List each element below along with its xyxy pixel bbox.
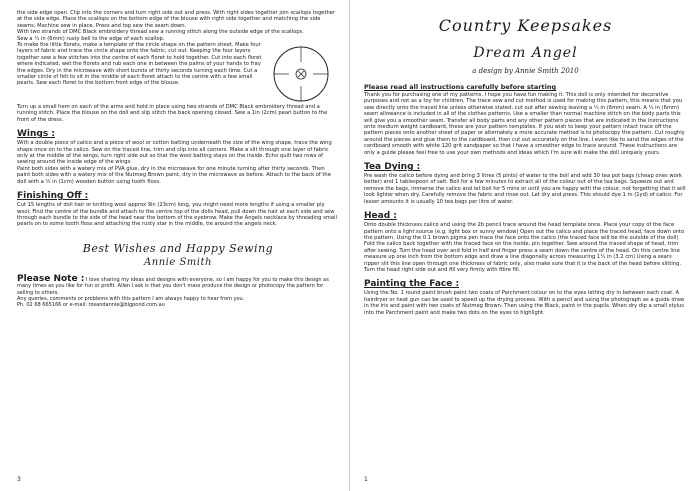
left-page — [0, 0, 349, 491]
byline: a design by Annie Smith 2010 — [472, 67, 579, 75]
note-contact: Ph. 02 68 665166 or e-mail: rosandannie@bigpond.com.au — [17, 302, 165, 309]
instructions-heading: Please read all instructions carefully before starting — [364, 83, 557, 91]
note-heading: Please Note : — [17, 273, 85, 284]
signoff-name: Annie Smith — [144, 256, 212, 268]
painting-face-paragraph: Using the No. 1 round paint brush paint two coats of Parchment colour on to the eyes letting dry in between each coat. A hairdryer or heat gun can be used to speed up the drying process. With a pencil and using the photograph as a guide draw in the iris and paint with two coats of Nutmeg Brown. Then using the Black, paint in the pupils. When dry dip a small stylus into the Parchment paint and make two dots on the eyes to highlight. — [364, 290, 685, 316]
wings-paragraph-2: Paint both sides with a watery mix of PVA glue, dry in the microwave for one minute turning after thirty seconds. Then paint both sides with a watery mix of the Nutmeg Brown paint, dry in the microwave as before. Attach to the back of the doll with a ¼ in (1cm) wooden button using tooth floss. — [17, 165, 331, 185]
instructions-paragraph: Thank you for purchasing one of my patterns, I hope you have fun making it. This doll is only intended for decorative purposes and not as a toy for children. The trace sew and cut method is used for making this pattern, this means that you sew directly onto the traced line unless otherwise stated, cut out after sewing leaving a ¼ in (6mm) seam. A ¼ in (6mm) seam allowance is included in all of the clothes patterns. Use a smaller than normal machine stitch on the body parts this will give you a smoother seam. Transfer all body parts and any other pattern pieces that are indicated in the instructions onto medium weight cardboard, these are your pattern templates. If you wish to keep your pattern intact trace off the pattern pieces onto another sheet of paper or alternately a more accurate method is to photocopy the pattern. Cut roughly around the pieces and glue them to the cardboard, then cut out accurately on the line, I even like to sand the edges of the cardboard smooth with white 120 grit sandpaper so that I have a smoother edge to trace around. These instructions are only a guide please feel free to use your own methods and ideas which I'm sure will make the doll uniquely yours. — [364, 92, 685, 156]
note-text: I love sharing my ideas and designs with everyone, so I am happy for you to make this design as many times as you like for fun or profit. Allen I ask is that you don't mass produce the design or photocopy the pattern for selling to others. — [17, 276, 329, 296]
brand-title: Country Keepsakes — [438, 16, 613, 35]
wings-paragraph: With a double piece of calico and a piece of wool or cotton batting underneath the size of the wing shape, trace the wing shape once on to the calico. Sew on the traced line, trim and clip into all corners. Make a slit through one layer of fabric only at the middle of the wings, turn right side out so that the wool batting stays on the inside. Echo quilt two rows of sewing around the inside edge of the wings. — [17, 140, 332, 166]
pattern-title: Dream Angel — [473, 45, 578, 61]
finishing-paragraph: Cut 15 lengths of doll hair or knitting wool approx 9in (23cm) long, you might need more lengths if using a smaller ply wool. Find the centre of the bundle and attach to the centre top of the dolls head, pull down the hair at each side and sew through each bundle to the side of the head near the bottom of the eyebrow. Make the Angels necklace by threading small pearls on to some tooth floss and attaching the rusty star in the middle, tie around the angels neck. — [17, 202, 337, 228]
finishing-heading: Finishing Off : — [17, 191, 89, 202]
head-paragraph: Onto double thickness calico and using the 2b pencil trace around the head template once. Place your copy of the face pattern onto a light source (e.g. light box or sunny window) Open out the calico and place the traced head, face down onto the pattern. Using the 0.1 brown pigma pen trace the face onto the calico (the traced face will be the outside of the doll) Fold the calico back together with the traced face on the inside, pin together. Sew around the traced shape of head, trim after sewing. Turn the head over and fold in half and finger press a seam down the centre of the head. On this centre line measure up one inch from the bottom edge and draw a line diagonally across measuring 1¼ in (3.2 cm) Using a sears ripper slit this line open through one thickness of fabric only, also make sure that it is the back of the head before slitting. Turn the head right side out and fill very firmly with fibre fill. — [364, 222, 685, 273]
tea-dying-heading: Tea Dying : — [364, 162, 421, 173]
right-page — [350, 0, 699, 491]
floret-section — [17, 42, 339, 104]
page-number-right: 1 — [364, 476, 368, 483]
intro-paragraph-b: With two strands of DMC Black embroidery thread sew a running stitch along the outside edge of the scallops. — [17, 29, 304, 36]
tea-dying-paragraph: Pre wash the calico before dying and bring 3 litres (5 pints) of water to the boil and add 30 tea pot bags (cheap ones work better) and 1 tablespoon of salt. Boil for a few minutes to extract all of the colour out of the tea bags. Squeeze out and remove the bags, immerse the calico and let boil for 5 mins or until you are happy with the colour, not forgetting that it will look lighter when dry. Carefully remove the fabric and rinse out. Let dry and press. This should dye 1 m (1yd) of calico. For lesser amounts it is usually 10 tea bags per litre of water. — [364, 173, 686, 205]
head-heading: Head : — [364, 211, 397, 222]
please-note-block — [17, 273, 339, 309]
wings-heading: Wings : — [17, 129, 55, 140]
intro-paragraph: the side edge open. Clip into the corners and turn right side out and press. With right sides together join scallops together at the side edge. Place the scallops on the bottom edge of the blouse with right side together and matching the side seams. Machine sew in place. Press and top sew the seam down. — [17, 10, 336, 29]
page-number-left: 3 — [17, 476, 21, 483]
painting-face-heading: Painting the Face : — [364, 279, 460, 290]
floret-circle-diagram — [271, 44, 331, 104]
intro-paragraph-c: Sew a ¼ in (6mm) rusty bell to the edge of each scallop. — [17, 35, 165, 42]
floret-paragraph: To make the little florets, make a template of the circle shape on the pattern sheet. Make four layers of fabric and trace the circle shape onto the fabric, cut out. Keeping the four layers together sew a few stitches into the centre of each floret to hold together. Cut into each floret where indicated, wet the florets and rub each one in between the palms of your hands to fray the edges. Dry in the microwave with short bursts of thirty seconds turning each time. Cut a smaller circle of felt to sit in the middle of each floret attach to the centre with a few small pearls. Sew each floret to the bottom front edge of the blouse. — [17, 42, 262, 87]
floret-tail-paragraph: Turn up a small hem on each of the arms and hold in place using two strands of DMC Black embroidery thread and a running stitch. Place the blouse on the doll and slip stitch the back opening closed. Sew a 1in (2cm) pearl button to the front of the dress. — [17, 104, 328, 123]
note-text-2: Any queries, comments or problems with this pattern I am always happy to hear from you. — [17, 295, 245, 302]
signoff-line: Best Wishes and Happy Sewing — [82, 241, 274, 255]
